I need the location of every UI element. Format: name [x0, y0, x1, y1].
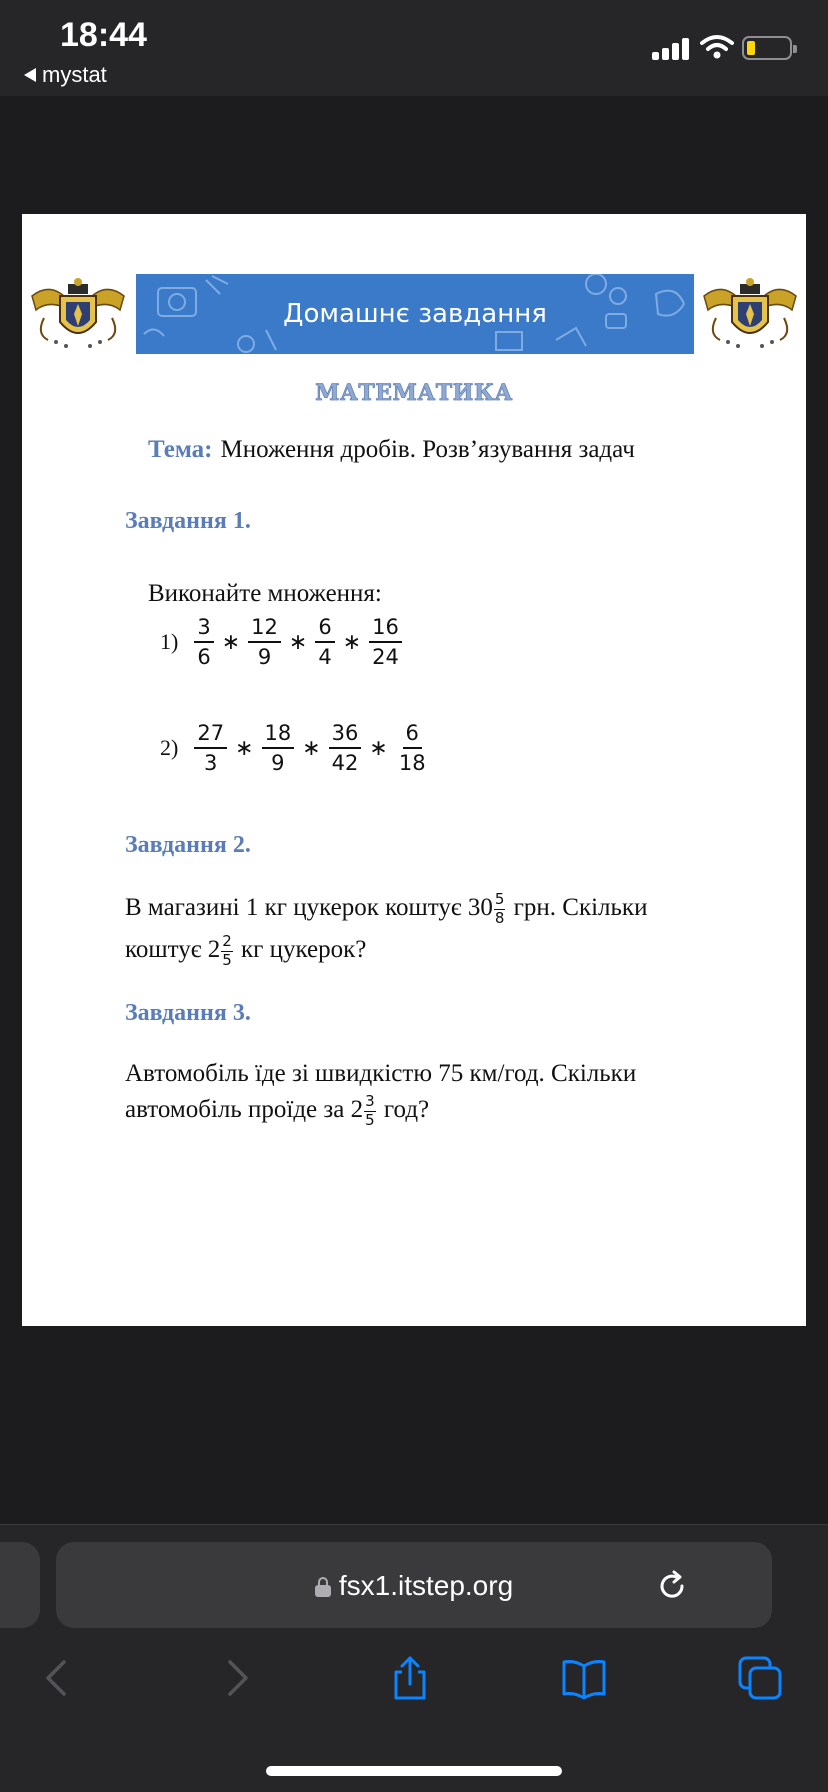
multiply-sign: ∗ [235, 735, 254, 761]
banner-title: Домашнє завдання [283, 299, 547, 329]
multiply-sign: ∗ [369, 735, 388, 761]
home-indicator[interactable] [266, 1766, 562, 1776]
task-3-line-2: автомобіль проїде за 2 $\frac{3}{5}$ год? [125, 1092, 430, 1129]
fraction: $\frac{6}{4}$ [315, 616, 334, 668]
signal-icon [652, 36, 692, 60]
status-bar [0, 0, 828, 96]
reload-icon[interactable] [654, 1568, 690, 1604]
task-1-instruction: Виконайте множення: [148, 580, 382, 607]
document-page [22, 214, 806, 1326]
lock-icon [315, 1577, 331, 1597]
fraction: $\frac{36}{42}$ [329, 722, 362, 774]
banner-row [22, 274, 806, 354]
battery-icon [742, 36, 792, 60]
task-2-line-2: коштує 2 $\frac{2}{5}$ кг цукерок? [125, 932, 367, 969]
task-2-heading: Завдання 2. [125, 832, 251, 858]
subject-title: МАТЕМАТИКА [315, 380, 513, 406]
back-app-label: mystat [42, 62, 107, 87]
expression-number: 2) [160, 735, 179, 761]
back-to-app-button[interactable] [24, 62, 107, 88]
multiply-sign: ∗ [302, 735, 321, 761]
forward-icon[interactable] [212, 1654, 260, 1702]
url-text: fsx1.itstep.org [338, 1570, 514, 1601]
back-triangle-icon [24, 68, 36, 82]
multiply-sign: ∗ [221, 629, 241, 655]
fraction: $\frac{2}{5}$ [222, 932, 232, 969]
fraction: $\frac{16}{24}$ [369, 616, 402, 668]
task-2-line-1: В магазині 1 кг цукерок коштує 30 $\frac{5}{8}$ грн. Скільки [125, 890, 648, 927]
task-1-heading: Завдання 1. [125, 508, 251, 534]
back-icon[interactable] [34, 1654, 82, 1702]
multiply-sign: ∗ [342, 629, 362, 655]
task-3-heading: Завдання 3. [125, 1000, 251, 1026]
fraction: $\frac{3}{6}$ [194, 616, 213, 668]
wifi-icon [700, 34, 734, 60]
bookmarks-icon[interactable] [560, 1654, 608, 1702]
task-1-expression-2 [160, 722, 433, 774]
status-time: 18:44 [60, 16, 147, 54]
topic-text: Множення дробів. Розв’язування задач [220, 436, 635, 463]
expression-number: 1) [160, 629, 179, 655]
tabs-icon[interactable] [736, 1654, 784, 1702]
topic-label: Тема: [148, 436, 213, 463]
crest-logo-icon [698, 274, 802, 352]
task-1-expression-1 [160, 616, 406, 668]
topic-line [148, 436, 635, 464]
fraction: $\frac{3}{5}$ [365, 1092, 375, 1129]
multiply-sign: ∗ [288, 629, 308, 655]
share-icon[interactable] [386, 1654, 434, 1702]
crest-logo-icon [26, 274, 130, 352]
previous-tab-card[interactable] [0, 1542, 40, 1628]
fraction: $\frac{27}{3}$ [194, 722, 227, 774]
fraction: $\frac{18}{9}$ [262, 722, 295, 774]
task-3-line-1: Автомобіль їде зі швидкістю 75 км/год. Скільки [125, 1060, 637, 1087]
fraction: $\frac{6}{18}$ [398, 721, 426, 776]
fraction: $\frac{12}{9}$ [248, 616, 281, 668]
homework-banner [136, 274, 694, 354]
fraction: $\frac{5}{8}$ [494, 890, 505, 927]
